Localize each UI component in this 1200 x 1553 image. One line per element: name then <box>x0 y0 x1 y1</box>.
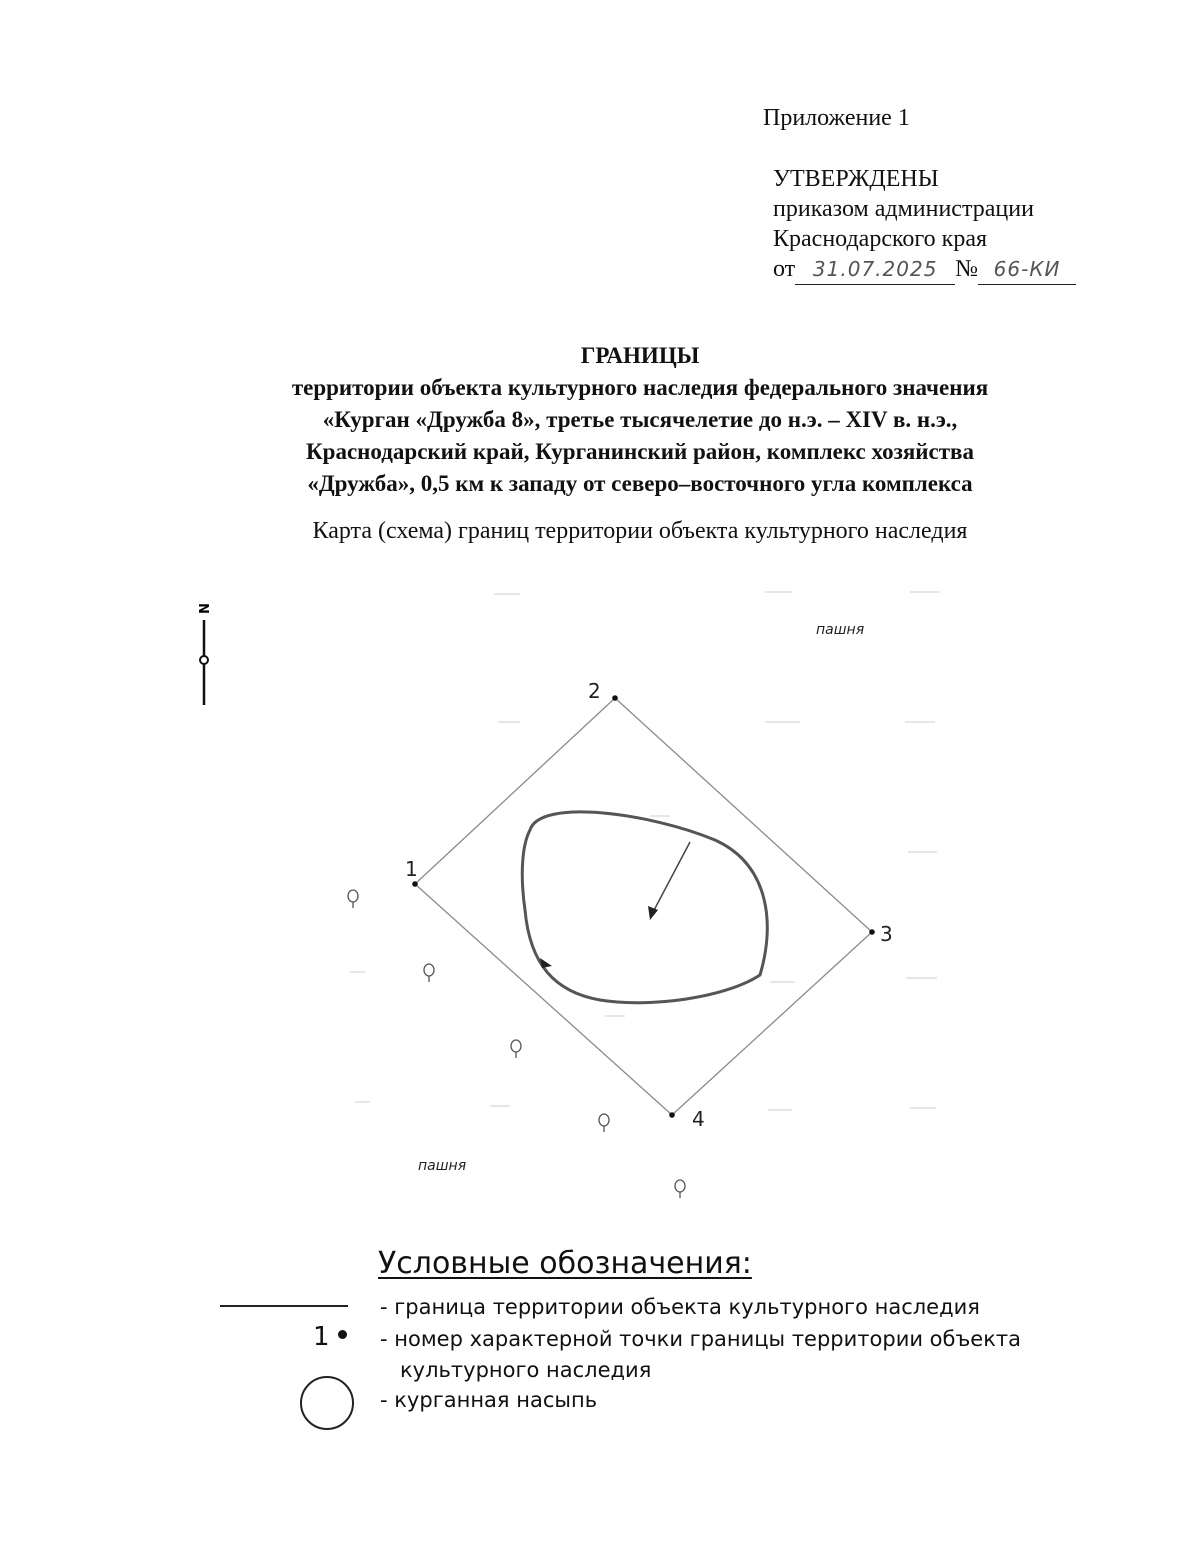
tree-icon <box>348 890 358 908</box>
slope-arrow-head <box>648 906 658 920</box>
legend-point-text-2: культурного наследия <box>400 1358 652 1382</box>
boundary-point <box>869 922 893 946</box>
heritage-boundary <box>415 698 872 1115</box>
point-label-4: 4 <box>692 1107 705 1131</box>
order-label: приказом администрации <box>773 196 1034 222</box>
tree-icon <box>511 1040 521 1058</box>
north-label: N <box>195 603 210 614</box>
point-label-3: 3 <box>880 922 893 946</box>
date-field <box>795 254 955 285</box>
tree-icon <box>675 1180 685 1198</box>
legend-point-text-1: - номер характерной точки границы территории объекта <box>380 1327 1022 1351</box>
approved-label: УТВЕРЖДЕНЫ <box>773 166 939 192</box>
legend-point-dot-icon <box>338 1330 347 1339</box>
field-label-bottom: пашня <box>418 1158 467 1174</box>
date-handwritten: 31.07.2025 <box>812 257 938 281</box>
title-main: ГРАНИЦЫ <box>580 343 700 368</box>
point-label-2: 2 <box>588 679 601 703</box>
appendix-label: Приложение 1 <box>763 105 910 131</box>
legend-mound-text: - курганная насыпь <box>380 1388 598 1412</box>
map-subtitle: Карта (схема) границ территории объекта культурного наследия <box>312 518 968 544</box>
from-label: от <box>773 256 796 282</box>
title-line-1: территории объекта культурного наследия федерального значения <box>291 375 989 400</box>
field-label-top: пашня <box>816 622 865 638</box>
order-date-number <box>773 254 1076 285</box>
north-arrow-icon <box>195 603 210 705</box>
mound-outline <box>522 812 767 1003</box>
grid-marks <box>350 592 940 1110</box>
number-label: № <box>955 256 979 282</box>
title-line-2: «Курган «Дружба 8», третье тысячелетие до н.э. – XIV в. н.э., <box>322 407 958 432</box>
slope-arrow <box>652 842 690 914</box>
title-line-3: Краснодарский край, Курганинский район, комплекс хозяйства <box>306 439 974 464</box>
legend-boundary-sample <box>220 1305 348 1307</box>
boundary-map <box>180 580 1140 1220</box>
legend-mound-circle-icon <box>300 1376 354 1430</box>
point-label-1: 1 <box>405 857 418 881</box>
boundary-point <box>405 857 418 887</box>
legend-point-number: 1 <box>313 1322 330 1352</box>
boundary-point <box>669 1107 705 1131</box>
legend-title: Условные обозначения: <box>378 1246 752 1281</box>
document-title <box>140 340 1140 500</box>
boundary-point <box>588 679 618 703</box>
tree-icon <box>424 964 434 982</box>
region-label: Краснодарского края <box>773 226 988 252</box>
legend-boundary-text: - граница территории объекта культурного наследия <box>380 1295 980 1319</box>
number-field <box>978 254 1076 285</box>
number-handwritten: 66-КИ <box>993 257 1061 281</box>
slope-arrow-head <box>540 958 552 968</box>
title-line-4: «Дружба», 0,5 км к западу от северо–восточного угла комплекса <box>307 471 973 496</box>
tree-icon <box>599 1114 609 1132</box>
approval-block <box>773 164 1076 285</box>
